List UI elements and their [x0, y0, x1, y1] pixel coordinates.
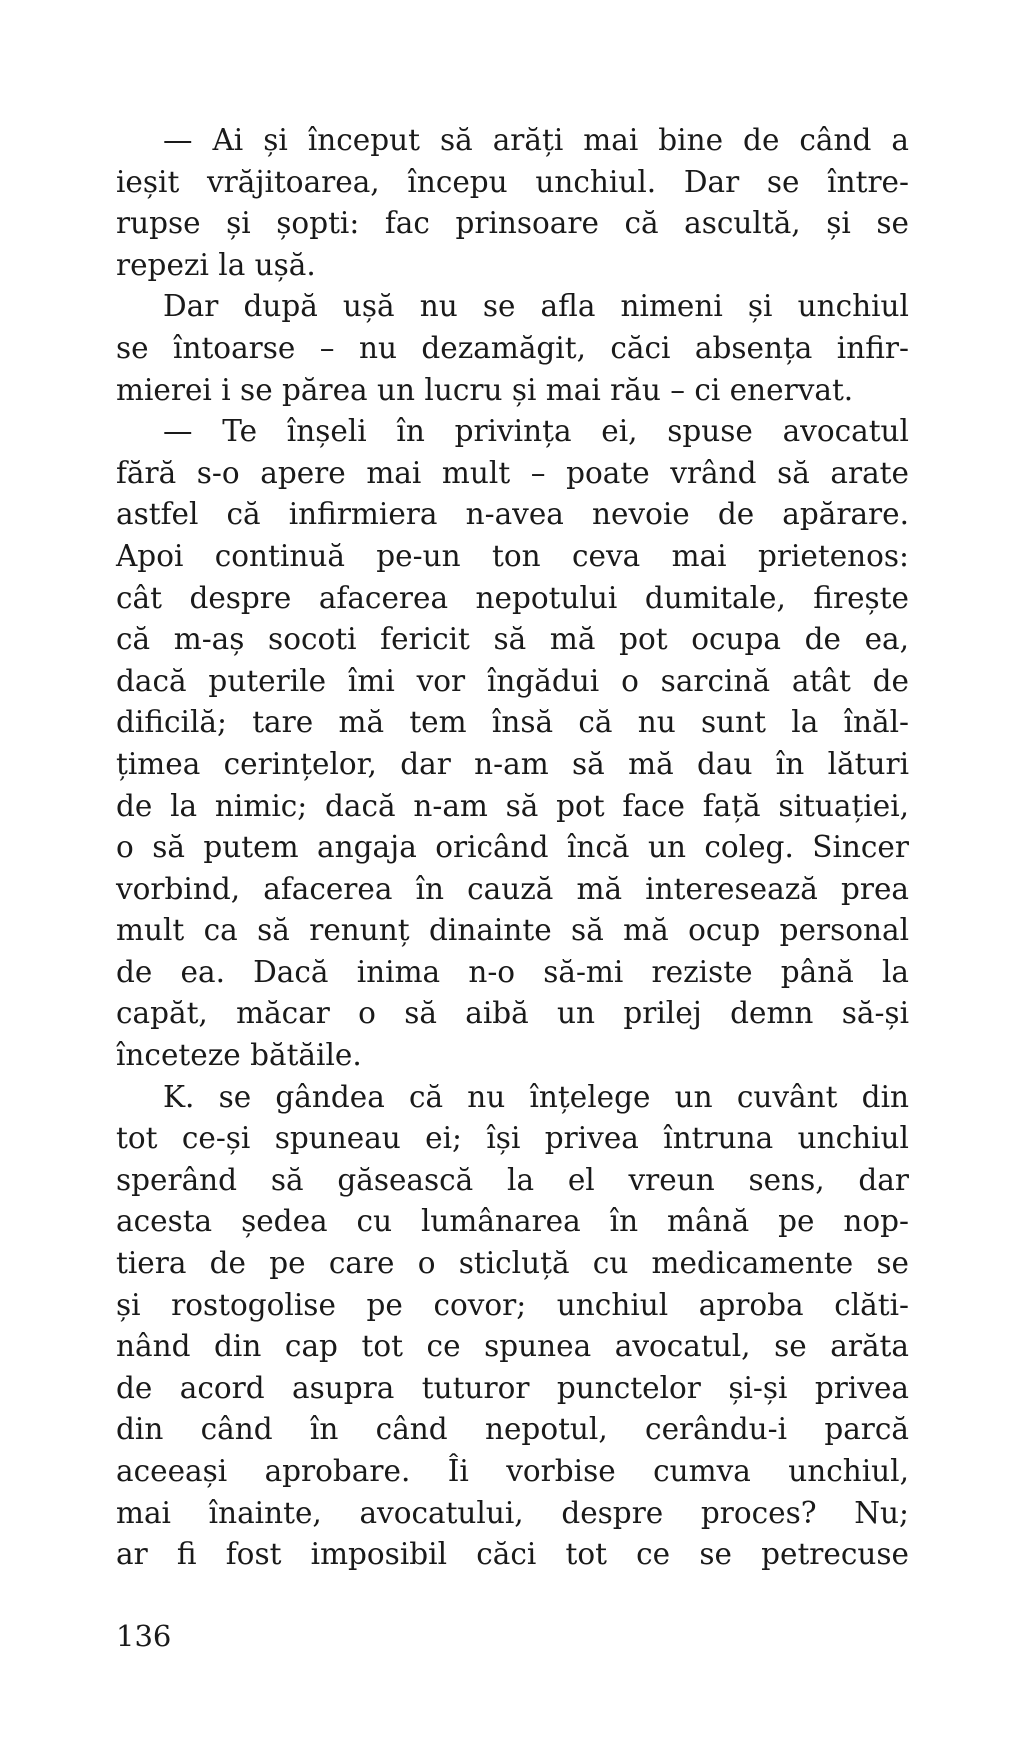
text-line: mierei i se părea un lucru și mai rău – ci enervat.: [116, 372, 854, 407]
text-line: Apoi continuă pe-un ton ceva mai prietenos:: [116, 538, 909, 573]
text-line: de ea. Dacă inima n-o să-mi reziste până la: [116, 954, 909, 989]
text-line: înceteze bătăile.: [116, 1038, 362, 1073]
text-line: mai înainte, avocatului, despre proces? Nu;: [116, 1495, 909, 1530]
text-line: Dar după ușă nu se afla nimeni și unchiul: [163, 289, 909, 324]
text-line: rupse și șopti: fac prinsoare că ascultă, și se: [116, 206, 909, 241]
text-line: din când în când nepotul, cerându-i parcă: [116, 1412, 909, 1447]
text-line: sperând să găsească la el vreun sens, dar: [116, 1162, 909, 1197]
text-line: mult ca să renunț dinainte să mă ocup personal: [116, 913, 909, 948]
text-line: nând din cap tot ce spunea avocatul, se arăta: [116, 1329, 909, 1364]
text-line: vorbind, afacerea în cauză mă interesează prea: [116, 871, 909, 906]
text-line: ar fi fost imposibil căci tot ce se petrecuse: [116, 1537, 909, 1572]
text-line: fără s-o apere mai mult – poate vrând să arate: [116, 455, 909, 490]
text-line: ieșit vrăjitoarea, începu unchiul. Dar se între-: [116, 164, 909, 199]
text-line: K. se gândea că nu înțelege un cuvânt din: [163, 1079, 909, 1114]
text-line: tot ce-și spuneau ei; își privea întruna unchiul: [116, 1121, 909, 1156]
text-line: dacă puterile îmi vor îngădui o sarcină atât de: [116, 663, 909, 698]
text-line: cât despre afacerea nepotului dumitale, firește: [116, 580, 909, 615]
text-line: tiera de pe care o sticluță cu medicamente se: [116, 1246, 909, 1281]
text-line: — Ai și început să arăți mai bine de când a: [163, 123, 909, 157]
text-line: repezi la ușă.: [116, 247, 316, 282]
text-line: o să putem angaja oricând încă un coleg. Sincer: [116, 830, 909, 865]
text-line: aceeași aprobare. Îi vorbise cumva unchiul,: [116, 1454, 909, 1488]
text-line: de la nimic; dacă n-am să pot face față situației,: [116, 788, 909, 823]
text-line: — Te înșeli în privința ei, spuse avocatul: [163, 414, 909, 449]
text-line: țimea cerințelor, dar n-am să mă dau în lături: [116, 746, 909, 781]
text-line: dificilă; tare mă tem însă că nu sunt la înăl-: [116, 705, 909, 740]
text-line: că m-aș socoti fericit să mă pot ocupa de ea,: [116, 622, 909, 657]
text-line: astfel că infirmiera n-avea nevoie de apărare.: [116, 497, 909, 532]
body-text: [116, 120, 909, 1576]
text-line: de acord asupra tuturor punctelor și-și privea: [116, 1370, 909, 1405]
text-line: acesta ședea cu lumânarea în mână pe nop-: [116, 1204, 909, 1239]
text-line: capăt, măcar o să aibă un prilej demn să-și: [116, 996, 909, 1031]
text-line: se întoarse – nu dezamăgit, căci absența infir-: [116, 330, 909, 365]
page-number: 136: [116, 1619, 172, 1653]
text-line: și rostogolise pe covor; unchiul aproba clăti-: [116, 1287, 909, 1322]
